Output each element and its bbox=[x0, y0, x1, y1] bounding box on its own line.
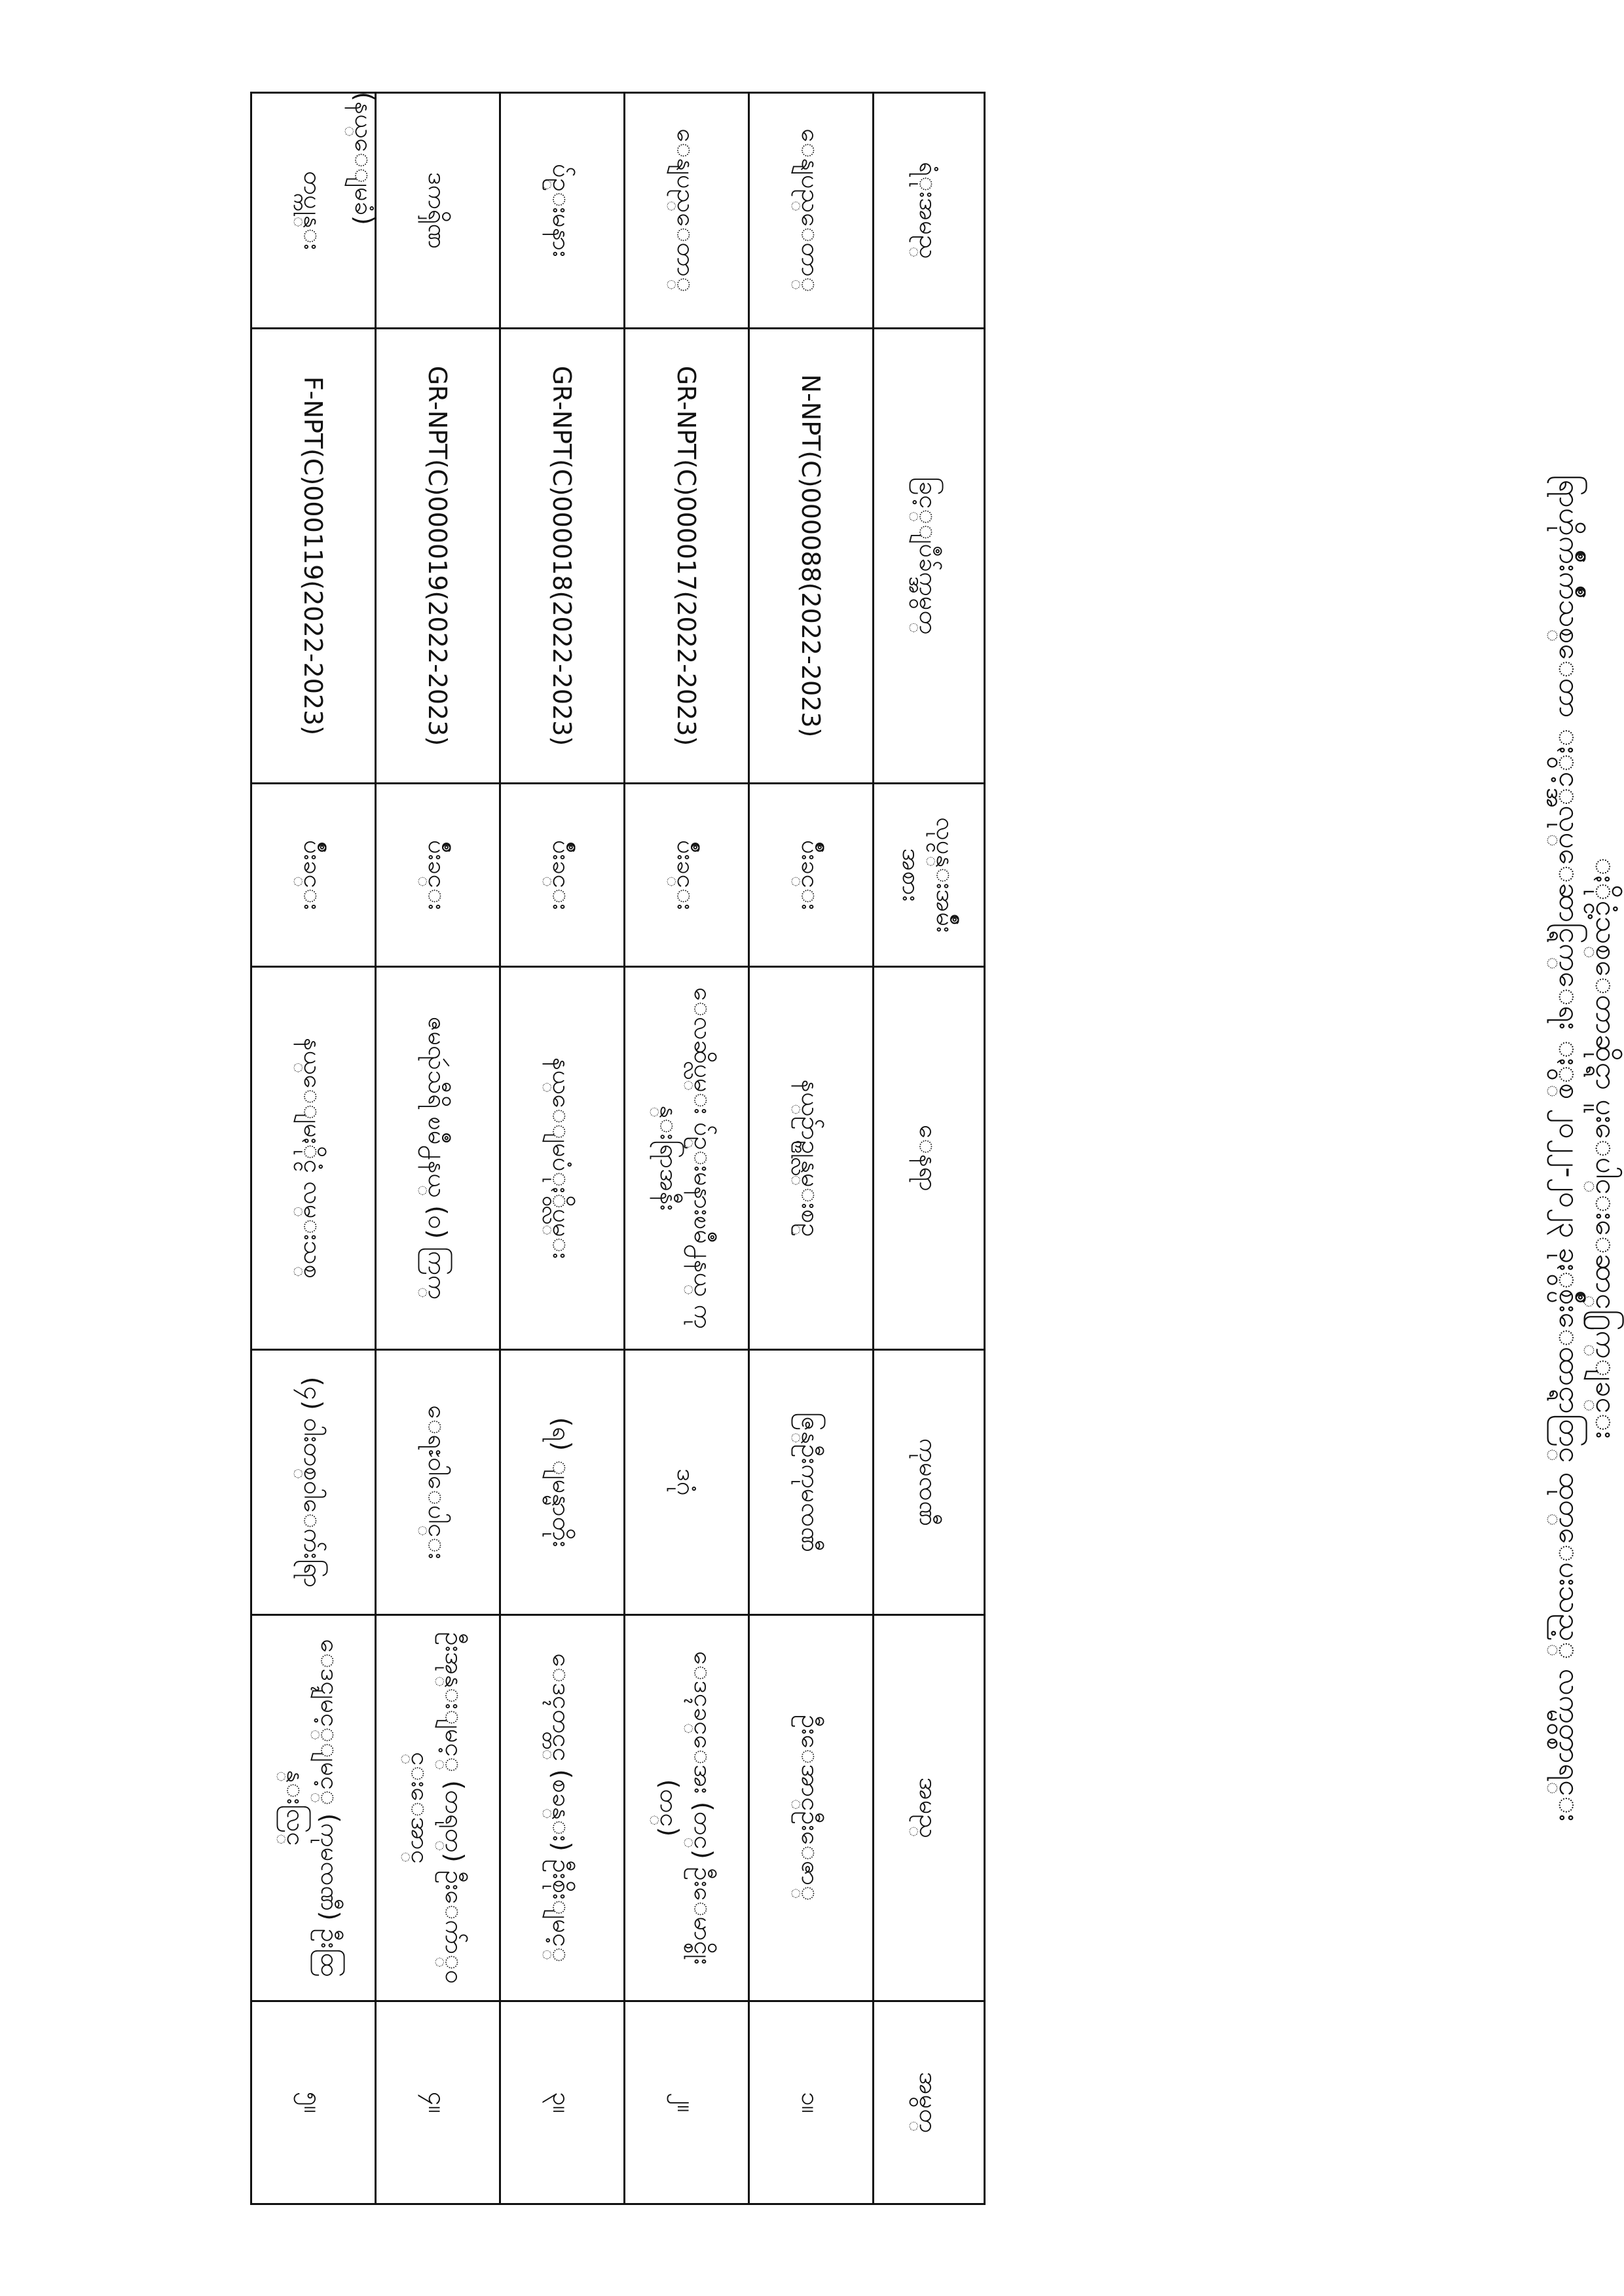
table-cell: နယ္ေျမပံုႏွိပ္လမ္း bbox=[500, 967, 625, 1350]
table-cell: ဇြန္ဦးကုမၸဏီ bbox=[749, 1350, 874, 1615]
title-line-2: ရြာဟိုက်ိဳးက်ိဳသစ္ေတာ ႏွင့္အလုပ္ေဆာင္ရြက္ေရး ႏွစ္ ၂၀၂၂-၂၀၂၃ ခုႏွစ္ပ်ိဳးေထာင္ရာတြင္ ထုတ္ေပးသည့္ လက္မွတ္စာရင္း bbox=[1553, 475, 1586, 1821]
table-cell: နယ္ေျမႏိုင္ငံ လမ္းသစ္ bbox=[251, 967, 376, 1350]
table-cell: ပ်ိဳးခင္း bbox=[749, 784, 874, 967]
table-cell: ပ်ိဳးခင္း bbox=[625, 784, 749, 967]
table-cell: ဇမၺဴသီရိ ၿမိဳ႕နယ္ (ဝ) ကြက္ bbox=[376, 967, 500, 1350]
table-row bbox=[625, 93, 749, 2204]
table-cell: ပ်ဥ္းမနား bbox=[500, 93, 625, 329]
table-cell: ဦးအုန္းျမင့္ (တရုတ္) ဦးေက်ာ္ဝင္းေအာင္ bbox=[376, 1615, 500, 2001]
table-cell: ပ်ိဳးခင္း bbox=[251, 784, 376, 967]
table-cell: ဦးေအာင္ဦးေဇာ္ bbox=[749, 1615, 874, 2001]
table-cell: ေနျပည္ေတာ္ bbox=[625, 93, 749, 329]
table-cell: GR-NPT(C)000017(2022-2023) bbox=[625, 329, 749, 784]
table-cell: (ရ) ျမန္မာတိုး bbox=[500, 1350, 625, 1615]
table-cell: တပ္ကုန္း bbox=[251, 93, 376, 329]
table-cell: ၃။ bbox=[500, 2001, 625, 2204]
table-cell: ေရႊဝါေပါင္း bbox=[376, 1350, 500, 1615]
table-cell: ပ်ိဳးခင္း bbox=[500, 784, 625, 967]
table-cell: ၁။ bbox=[749, 2001, 874, 2204]
table-cell: ေဒၚခင္ေအး (တင္) ဦးေမာင္စိုး (တင္) bbox=[625, 1615, 749, 2001]
table-header-row bbox=[874, 93, 985, 2204]
table-row bbox=[749, 93, 874, 2204]
table-cell: နယ္ဥ်ာဥ္ကုန္လမ္းစဥ္ bbox=[749, 967, 874, 1350]
table-row bbox=[251, 93, 376, 2204]
column-header: အမွတ္ bbox=[874, 2001, 985, 2204]
table-cell: ေနျပည္ေတာ္ bbox=[749, 93, 874, 329]
table-cell: GR-NPT(C)000018(2022-2023) bbox=[500, 329, 625, 784]
column-header: ေနရာ bbox=[874, 967, 985, 1350]
table-cell: ေဒၚတင္တင္ (စခန္း) ဦးစိုးျမင့္ bbox=[500, 1615, 625, 2001]
table-cell: ေဒၚျမင့္ျမင့္ (ကုမၸဏီ) ဦးထြန္းလြင္ bbox=[251, 1615, 376, 2001]
column-header: အမည္ bbox=[874, 1615, 985, 2001]
table-cell: ဒဂုံ bbox=[625, 1350, 749, 1615]
column-header: လုပ္ငန္းအမ်ိဳးအစား bbox=[874, 784, 985, 967]
table-cell: ေလဆိပ္လမ္း ပ်ဥ္းမနားၿမိဳ႕နယ္ ကုန္းရြာအနီး bbox=[625, 967, 749, 1350]
table-cell: ၅။ bbox=[251, 2001, 376, 2204]
table-row bbox=[376, 93, 500, 2204]
table-cell: ၄။ bbox=[376, 2001, 500, 2204]
table-row bbox=[500, 93, 625, 2204]
document-title bbox=[1551, 0, 1624, 2296]
column-header: ကုမၸဏီ bbox=[874, 1350, 985, 1615]
unit-note: (နယ္ေျမခံ) bbox=[350, 92, 378, 225]
title-line-1: ႏိုင္ငံ့သစ္ေတာဆိုင္ရာ ပူးေပါင္းေဆာင္႐ြက္ျခင္း bbox=[1589, 857, 1623, 1439]
license-table bbox=[250, 92, 986, 2205]
column-header: ရံုးအမည္ bbox=[874, 93, 985, 329]
table-cell: ၂။ bbox=[625, 2001, 749, 2204]
table-cell: F-NPT(C)000119(2022-2023) bbox=[251, 329, 376, 784]
table-cell: GR-NPT(C)000019(2022-2023) bbox=[376, 329, 500, 784]
table-cell: N-NPT(C)000088(2022-2023) bbox=[749, 329, 874, 784]
table-cell: (၄) ဝါးတစ္ဝါေက်းရြာ bbox=[251, 1350, 376, 1615]
table-cell: ပ်ိဳးခင္း bbox=[376, 784, 500, 967]
table-cell: ဒကၡိဏ bbox=[376, 93, 500, 329]
column-header: ခြင့္ျပဳခ်က္အမွတ္ bbox=[874, 329, 985, 784]
